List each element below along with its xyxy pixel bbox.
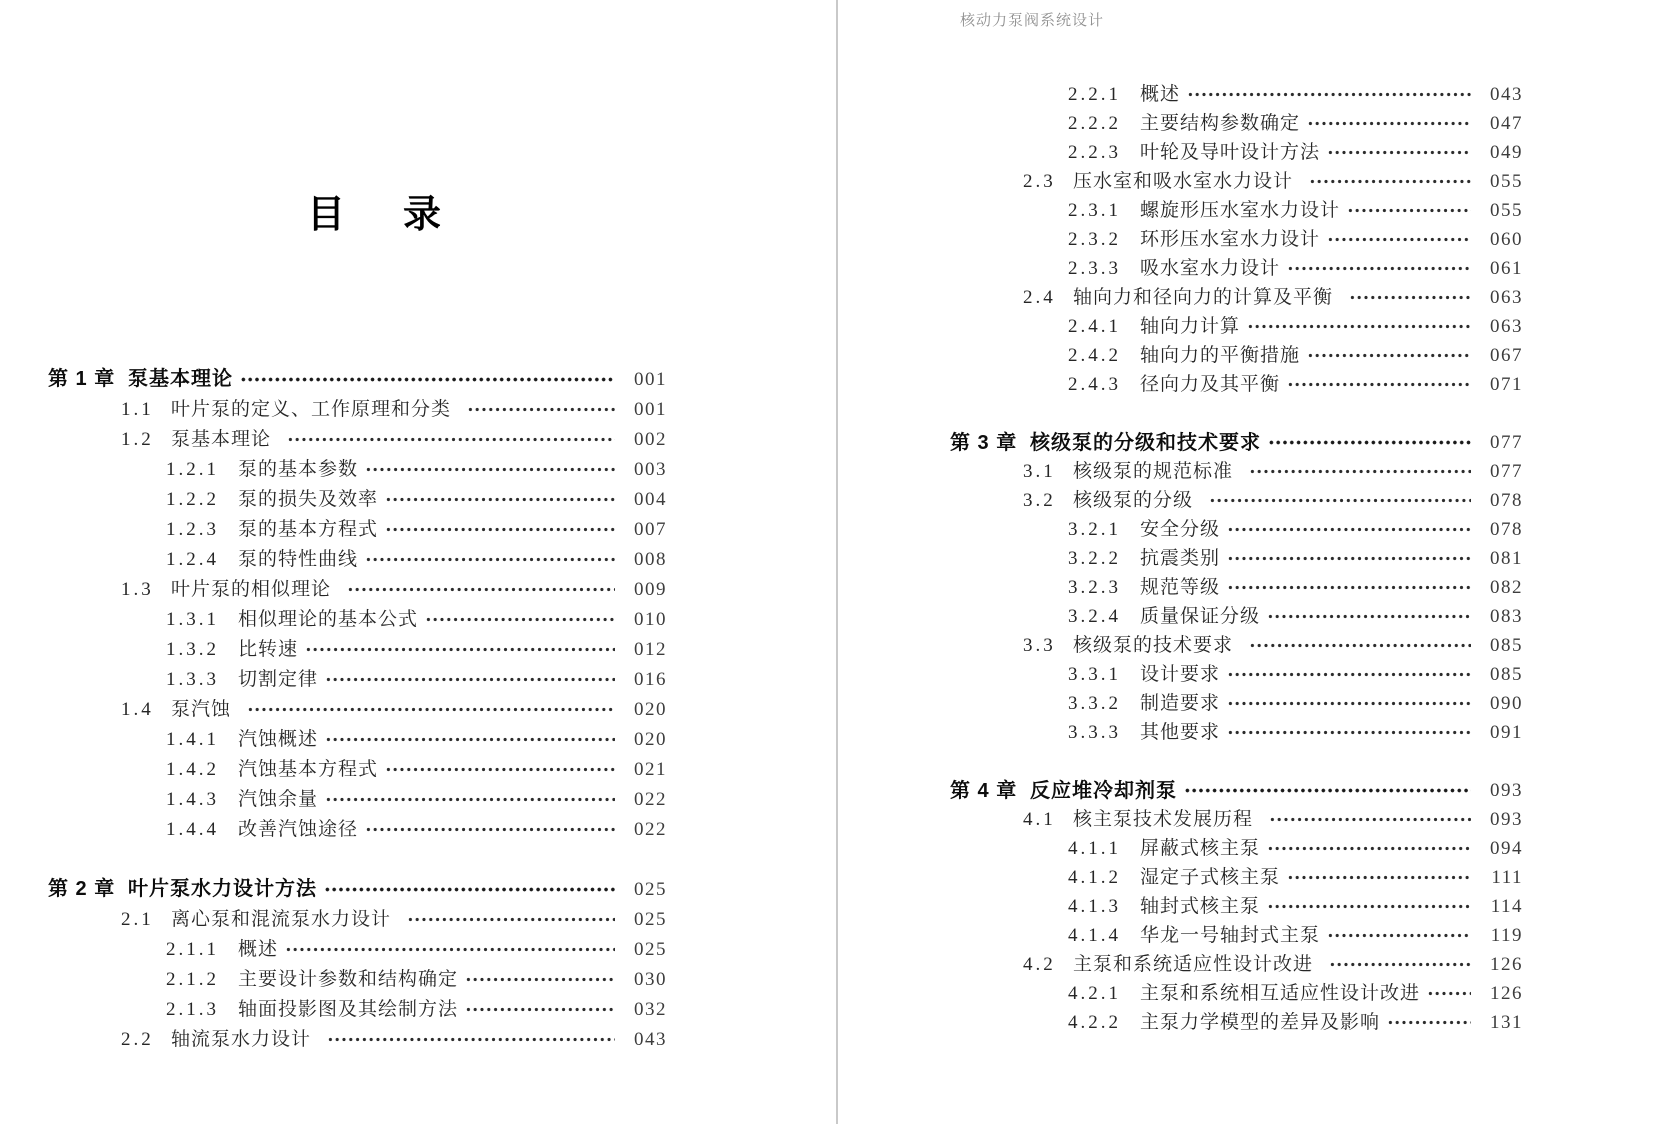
- toc-entry-page: 025: [634, 938, 667, 960]
- toc-entry-page: 083: [1490, 606, 1523, 627]
- toc-entry-title: 切割定律: [238, 668, 319, 690]
- toc-entry-page: 093: [1490, 809, 1523, 830]
- toc-entry: [48, 544, 667, 574]
- dot-leader: [324, 874, 615, 904]
- dot-leader: [1267, 834, 1471, 863]
- toc-entry-page: 030: [634, 968, 667, 990]
- toc-entry-page: 119: [1490, 925, 1523, 946]
- toc-entry-title: 泵的基本参数: [238, 458, 359, 480]
- toc-entry-title: 核主泵技术发展历程: [1073, 809, 1254, 830]
- dot-leader: [1287, 370, 1471, 399]
- toc-entry-page: 010: [634, 608, 667, 630]
- toc-entry: [950, 1008, 1523, 1037]
- toc-entry: [950, 80, 1523, 109]
- toc-entry-number: 2.2.3: [1068, 142, 1121, 163]
- toc-entry-number: 1.3.2: [166, 638, 219, 660]
- toc-entry-title: 湿定子式核主泵: [1140, 867, 1281, 888]
- dot-leader: [325, 664, 615, 694]
- toc-title-char-1: 目: [307, 194, 346, 236]
- toc-entry-number: 2.3.2: [1068, 229, 1121, 250]
- toc-entry-title: 离心泵和混流泵水力设计: [171, 908, 392, 930]
- toc-entry-title: 核级泵的规范标准: [1073, 461, 1234, 482]
- toc-entry-number: 1.1: [121, 398, 154, 420]
- toc-entry: [950, 109, 1523, 138]
- running-header: 核动力泵阀系统设计: [960, 12, 1105, 29]
- toc-entry: [950, 138, 1523, 167]
- toc-entry-title: 轴向力和径向力的计算及平衡: [1073, 287, 1334, 308]
- toc-entry-title: 泵汽蚀: [171, 698, 232, 720]
- toc-entry-title: 比转速: [238, 638, 299, 660]
- dot-leader: [465, 994, 615, 1024]
- dot-leader: [1184, 776, 1471, 805]
- toc-entry-title: 叶片泵的相似理论: [171, 578, 332, 600]
- section-gap: [950, 747, 1523, 776]
- toc-entry-page: 085: [1490, 664, 1523, 685]
- toc-entry: [950, 515, 1523, 544]
- toc-entry-number: 2.2: [121, 1028, 154, 1050]
- toc-entry: [950, 573, 1523, 602]
- toc-entry: [48, 724, 667, 754]
- toc-entry-title: 改善汽蚀途径: [238, 818, 359, 840]
- toc-entry: [48, 934, 667, 964]
- toc-entry-number: 1.4.3: [166, 788, 219, 810]
- toc-entry-page: 063: [1490, 287, 1523, 308]
- toc-entry-title: 泵的损失及效率: [238, 488, 379, 510]
- toc-entry-title: 反应堆冷却剂泵: [1030, 779, 1177, 802]
- toc-entry-number: 4.1.1: [1068, 838, 1121, 859]
- toc-entry-number: 3.2: [1023, 490, 1056, 511]
- toc-entry: [950, 196, 1523, 225]
- dot-leader: [1227, 515, 1471, 544]
- toc-entry-title: 轴封式核主泵: [1140, 896, 1261, 917]
- toc-entry-title: 相似理论的基本公式: [238, 608, 419, 630]
- toc-entry-number: 2.4: [1023, 287, 1056, 308]
- toc-entry-number: 第 2 章: [48, 878, 116, 900]
- dot-leader: [240, 364, 615, 394]
- dot-leader: [365, 544, 615, 574]
- toc-entry-title: 抗震类别: [1140, 548, 1221, 569]
- toc-entry-number: 2.3: [1023, 171, 1056, 192]
- dot-leader: [1329, 950, 1471, 979]
- toc-entry: [48, 454, 667, 484]
- toc-entry-page: 025: [634, 878, 667, 900]
- dot-leader: [1227, 573, 1471, 602]
- dot-leader: [327, 1024, 615, 1054]
- dot-leader: [1307, 109, 1471, 138]
- dot-leader: [247, 694, 615, 724]
- toc-entry-title: 概述: [238, 938, 279, 960]
- toc-entry-number: 第 4 章: [950, 779, 1018, 802]
- toc-entry-page: 043: [634, 1028, 667, 1050]
- toc-entry-title: 概述: [1140, 84, 1181, 105]
- toc-entry-number: 2.4.3: [1068, 374, 1121, 395]
- toc-entry: [950, 660, 1523, 689]
- toc-entry: [950, 689, 1523, 718]
- toc-entry-title: 主泵和系统相互适应性设计改进: [1140, 983, 1421, 1004]
- dot-leader: [1349, 283, 1471, 312]
- toc-entry-page: 001: [634, 368, 667, 390]
- toc-entry-title: 屏蔽式核主泵: [1140, 838, 1261, 859]
- toc-entry: [48, 1024, 667, 1054]
- toc-entry: [48, 484, 667, 514]
- toc-entry-page: 091: [1490, 722, 1523, 743]
- dot-leader: [1267, 892, 1471, 921]
- dot-leader: [1307, 341, 1471, 370]
- toc-entry-page: 020: [634, 728, 667, 750]
- toc-entry-number: 2.2.1: [1068, 84, 1121, 105]
- toc-entry-number: 1.2.2: [166, 488, 219, 510]
- toc-entry-title: 汽蚀基本方程式: [238, 758, 379, 780]
- toc-entry-number: 3.2.3: [1068, 577, 1121, 598]
- toc-entry: [950, 631, 1523, 660]
- toc-entry-page: 012: [634, 638, 667, 660]
- toc-entry-title: 叶轮及导叶设计方法: [1140, 142, 1321, 163]
- dot-leader: [1347, 196, 1471, 225]
- toc-entry-title: 泵基本理论: [171, 428, 272, 450]
- toc-entry-number: 2.1: [121, 908, 154, 930]
- dot-leader: [365, 814, 615, 844]
- toc-entry-page: 055: [1490, 200, 1523, 221]
- toc-entry: [48, 514, 667, 544]
- toc-entry: [950, 312, 1523, 341]
- toc-entry: [48, 754, 667, 784]
- toc-title-char-2: 录: [403, 194, 442, 236]
- toc-entry: [950, 921, 1523, 950]
- toc-entry: [950, 370, 1523, 399]
- toc-entry-number: 1.2.4: [166, 548, 219, 570]
- dot-leader: [1309, 167, 1471, 196]
- toc-entry: [48, 874, 667, 904]
- dot-leader: [1227, 689, 1471, 718]
- dot-leader: [325, 784, 615, 814]
- dot-leader: [1387, 1008, 1471, 1037]
- toc-entry: [48, 694, 667, 724]
- toc-entry-title: 主泵和系统适应性设计改进: [1073, 954, 1314, 975]
- dot-leader: [1327, 138, 1471, 167]
- toc-entry-number: 2.3.3: [1068, 258, 1121, 279]
- dot-leader: [287, 424, 615, 454]
- toc-entry: [48, 574, 667, 604]
- toc-entry-page: 082: [1490, 577, 1523, 598]
- toc-entry-page: 021: [634, 758, 667, 780]
- toc-entry-title: 核级泵的分级: [1073, 490, 1194, 511]
- toc-entry: [950, 776, 1523, 805]
- dot-leader: [305, 634, 615, 664]
- toc-entry: [950, 167, 1523, 196]
- toc-entry-page: 001: [634, 398, 667, 420]
- section-gap: [48, 844, 667, 874]
- toc-list-right: [950, 80, 1523, 1037]
- toc-entry: [950, 486, 1523, 515]
- toc-list-left: [48, 364, 667, 1054]
- toc-entry-page: 009: [634, 578, 667, 600]
- section-gap: [950, 399, 1523, 428]
- toc-entry-number: 3.3.3: [1068, 722, 1121, 743]
- toc-entry-number: 4.1.4: [1068, 925, 1121, 946]
- toc-entry-title: 轴面投影图及其绘制方法: [238, 998, 459, 1020]
- toc-entry-page: 047: [1490, 113, 1523, 134]
- toc-entry-number: 4.1.3: [1068, 896, 1121, 917]
- toc-entry: [48, 394, 667, 424]
- toc-entry: [48, 814, 667, 844]
- toc-entry-page: 111: [1491, 867, 1523, 888]
- toc-entry-page: 020: [634, 698, 667, 720]
- toc-entry: [48, 904, 667, 934]
- toc-entry-title: 轴向力计算: [1140, 316, 1241, 337]
- toc-entry-number: 4.2.2: [1068, 1012, 1121, 1033]
- toc-entry: [950, 225, 1523, 254]
- toc-entry-page: 022: [634, 788, 667, 810]
- toc-entry: [950, 834, 1523, 863]
- dot-leader: [425, 604, 615, 634]
- toc-entry-title: 泵的基本方程式: [238, 518, 379, 540]
- toc-entry-page: 067: [1490, 345, 1523, 366]
- toc-entry-title: 主泵力学模型的差异及影响: [1140, 1012, 1381, 1033]
- toc-entry: [950, 254, 1523, 283]
- toc-entry-number: 第 1 章: [48, 368, 116, 390]
- toc-entry-number: 3.3.2: [1068, 693, 1121, 714]
- toc-entry-number: 2.1.1: [166, 938, 219, 960]
- toc-entry: [950, 544, 1523, 573]
- toc-entry-title: 泵基本理论: [128, 368, 233, 390]
- dot-leader: [1267, 602, 1471, 631]
- dot-leader: [1227, 660, 1471, 689]
- toc-entry-page: 078: [1490, 490, 1523, 511]
- toc-entry-title: 轴向力的平衡措施: [1140, 345, 1301, 366]
- dot-leader: [407, 904, 615, 934]
- toc-entry: [950, 950, 1523, 979]
- toc-entry-title: 安全分级: [1140, 519, 1221, 540]
- toc-entry-title: 华龙一号轴封式主泵: [1140, 925, 1321, 946]
- toc-entry-page: 090: [1490, 693, 1523, 714]
- toc-entry-page: 093: [1490, 780, 1523, 801]
- toc-entry: [950, 805, 1523, 834]
- toc-entry-number: 第 3 章: [950, 431, 1018, 454]
- toc-entry-title: 螺旋形压水室水力设计: [1140, 200, 1341, 221]
- toc-entry: [950, 979, 1523, 1008]
- toc-entry-page: 078: [1490, 519, 1523, 540]
- toc-entry-page: 025: [634, 908, 667, 930]
- toc-entry-page: 002: [634, 428, 667, 450]
- toc-entry-number: 4.2: [1023, 954, 1056, 975]
- dot-leader: [325, 724, 615, 754]
- toc-entry-page: 016: [634, 668, 667, 690]
- toc-entry-number: 1.3: [121, 578, 154, 600]
- toc-entry-page: 043: [1490, 84, 1523, 105]
- dot-leader: [1249, 631, 1471, 660]
- dot-leader: [385, 754, 615, 784]
- toc-entry-number: 3.1: [1023, 461, 1056, 482]
- toc-entry-page: 008: [634, 548, 667, 570]
- dot-leader: [1327, 225, 1471, 254]
- dot-leader: [385, 484, 615, 514]
- dot-leader: [1268, 428, 1471, 457]
- toc-entry-title: 汽蚀余量: [238, 788, 319, 810]
- toc-entry-number: 2.1.2: [166, 968, 219, 990]
- toc-title: [307, 196, 667, 234]
- toc-entry: [48, 784, 667, 814]
- toc-entry-title: 质量保证分级: [1140, 606, 1261, 627]
- dot-leader: [1249, 457, 1471, 486]
- toc-entry: [950, 718, 1523, 747]
- toc-entry-page: 003: [634, 458, 667, 480]
- toc-entry-page: 085: [1490, 635, 1523, 656]
- toc-entry-title: 叶片泵的定义、工作原理和分类: [171, 398, 452, 420]
- toc-entry-title: 环形压水室水力设计: [1140, 229, 1321, 250]
- toc-entry-page: 071: [1490, 374, 1523, 395]
- toc-entry-page: 077: [1490, 461, 1523, 482]
- dot-leader: [285, 934, 615, 964]
- toc-entry-number: 1.3.1: [166, 608, 219, 630]
- toc-entry-number: 2.4.1: [1068, 316, 1121, 337]
- toc-entry-number: 4.1.2: [1068, 867, 1121, 888]
- toc-entry-page: 022: [634, 818, 667, 840]
- toc-entry-number: 3.2.4: [1068, 606, 1121, 627]
- toc-page-right: [838, 0, 1673, 1124]
- toc-entry-number: 1.2.1: [166, 458, 219, 480]
- toc-entry: [48, 364, 667, 394]
- toc-entry: [950, 457, 1523, 486]
- toc-entry-title: 径向力及其平衡: [1140, 374, 1281, 395]
- dot-leader: [365, 454, 615, 484]
- toc-entry-page: 114: [1490, 896, 1523, 917]
- toc-entry-page: 131: [1490, 1012, 1523, 1033]
- toc-entry-title: 叶片泵水力设计方法: [128, 878, 317, 900]
- dot-leader: [1247, 312, 1471, 341]
- toc-entry: [48, 994, 667, 1024]
- toc-entry-title: 轴流泵水力设计: [171, 1028, 312, 1050]
- toc-entry-number: 1.3.3: [166, 668, 219, 690]
- toc-entry-title: 其他要求: [1140, 722, 1221, 743]
- toc-entry-page: 004: [634, 488, 667, 510]
- toc-entry-title: 汽蚀概述: [238, 728, 319, 750]
- toc-entry-number: 2.4.2: [1068, 345, 1121, 366]
- toc-entry-page: 061: [1490, 258, 1523, 279]
- toc-entry: [48, 664, 667, 694]
- toc-entry-page: 081: [1490, 548, 1523, 569]
- dot-leader: [1287, 254, 1471, 283]
- toc-entry-title: 主要结构参数确定: [1140, 113, 1301, 134]
- dot-leader: [347, 574, 615, 604]
- toc-entry-page: 094: [1490, 838, 1523, 859]
- dot-leader: [1209, 486, 1471, 515]
- dot-leader: [1227, 544, 1471, 573]
- toc-entry-title: 核级泵的分级和技术要求: [1030, 431, 1261, 454]
- dot-leader: [385, 514, 615, 544]
- toc-page-left: [0, 0, 836, 1124]
- toc-entry: [48, 424, 667, 454]
- toc-entry-number: 2.1.3: [166, 998, 219, 1020]
- toc-entry-number: 1.4: [121, 698, 154, 720]
- toc-entry: [48, 634, 667, 664]
- dot-leader: [1187, 80, 1471, 109]
- toc-entry-number: 4.2.1: [1068, 983, 1121, 1004]
- toc-entry-page: 007: [634, 518, 667, 540]
- toc-entry-number: 3.2.2: [1068, 548, 1121, 569]
- toc-entry: [950, 602, 1523, 631]
- toc-entry-page: 060: [1490, 229, 1523, 250]
- toc-entry: [950, 863, 1523, 892]
- dot-leader: [467, 394, 615, 424]
- toc-entry-title: 核级泵的技术要求: [1073, 635, 1234, 656]
- toc-entry-number: 1.2.3: [166, 518, 219, 540]
- toc-entry-title: 制造要求: [1140, 693, 1221, 714]
- toc-entry-title: 主要设计参数和结构确定: [238, 968, 459, 990]
- toc-entry-number: 1.4.1: [166, 728, 219, 750]
- toc-entry-number: 3.2.1: [1068, 519, 1121, 540]
- toc-entry-page: 063: [1490, 316, 1523, 337]
- toc-entry-number: 2.3.1: [1068, 200, 1121, 221]
- toc-entry: [950, 341, 1523, 370]
- toc-entry-title: 压水室和吸水室水力设计: [1073, 171, 1294, 192]
- toc-entry-number: 1.4.2: [166, 758, 219, 780]
- toc-entry: [48, 604, 667, 634]
- toc-entry-page: 049: [1490, 142, 1523, 163]
- toc-entry-page: 032: [634, 998, 667, 1020]
- toc-entry-number: 1.4.4: [166, 818, 219, 840]
- toc-entry-page: 077: [1490, 432, 1523, 453]
- toc-entry-title: 吸水室水力设计: [1140, 258, 1281, 279]
- dot-leader: [465, 964, 615, 994]
- toc-entry-page: 126: [1490, 954, 1523, 975]
- dot-leader: [1287, 863, 1471, 892]
- dot-leader: [1269, 805, 1471, 834]
- toc-entry: [48, 964, 667, 994]
- toc-entry-number: 3.3: [1023, 635, 1056, 656]
- toc-entry-number: 1.2: [121, 428, 154, 450]
- toc-entry: [950, 283, 1523, 312]
- dot-leader: [1427, 979, 1471, 1008]
- dot-leader: [1227, 718, 1471, 747]
- toc-entry: [950, 892, 1523, 921]
- toc-entry-page: 055: [1490, 171, 1523, 192]
- toc-entry-title: 泵的特性曲线: [238, 548, 359, 570]
- toc-entry-number: 3.3.1: [1068, 664, 1121, 685]
- toc-entry-number: 2.2.2: [1068, 113, 1121, 134]
- toc-entry-title: 规范等级: [1140, 577, 1221, 598]
- toc-entry-page: 126: [1490, 983, 1523, 1004]
- toc-entry-number: 4.1: [1023, 809, 1056, 830]
- toc-entry: [950, 428, 1523, 457]
- toc-entry-title: 设计要求: [1140, 664, 1221, 685]
- dot-leader: [1327, 921, 1471, 950]
